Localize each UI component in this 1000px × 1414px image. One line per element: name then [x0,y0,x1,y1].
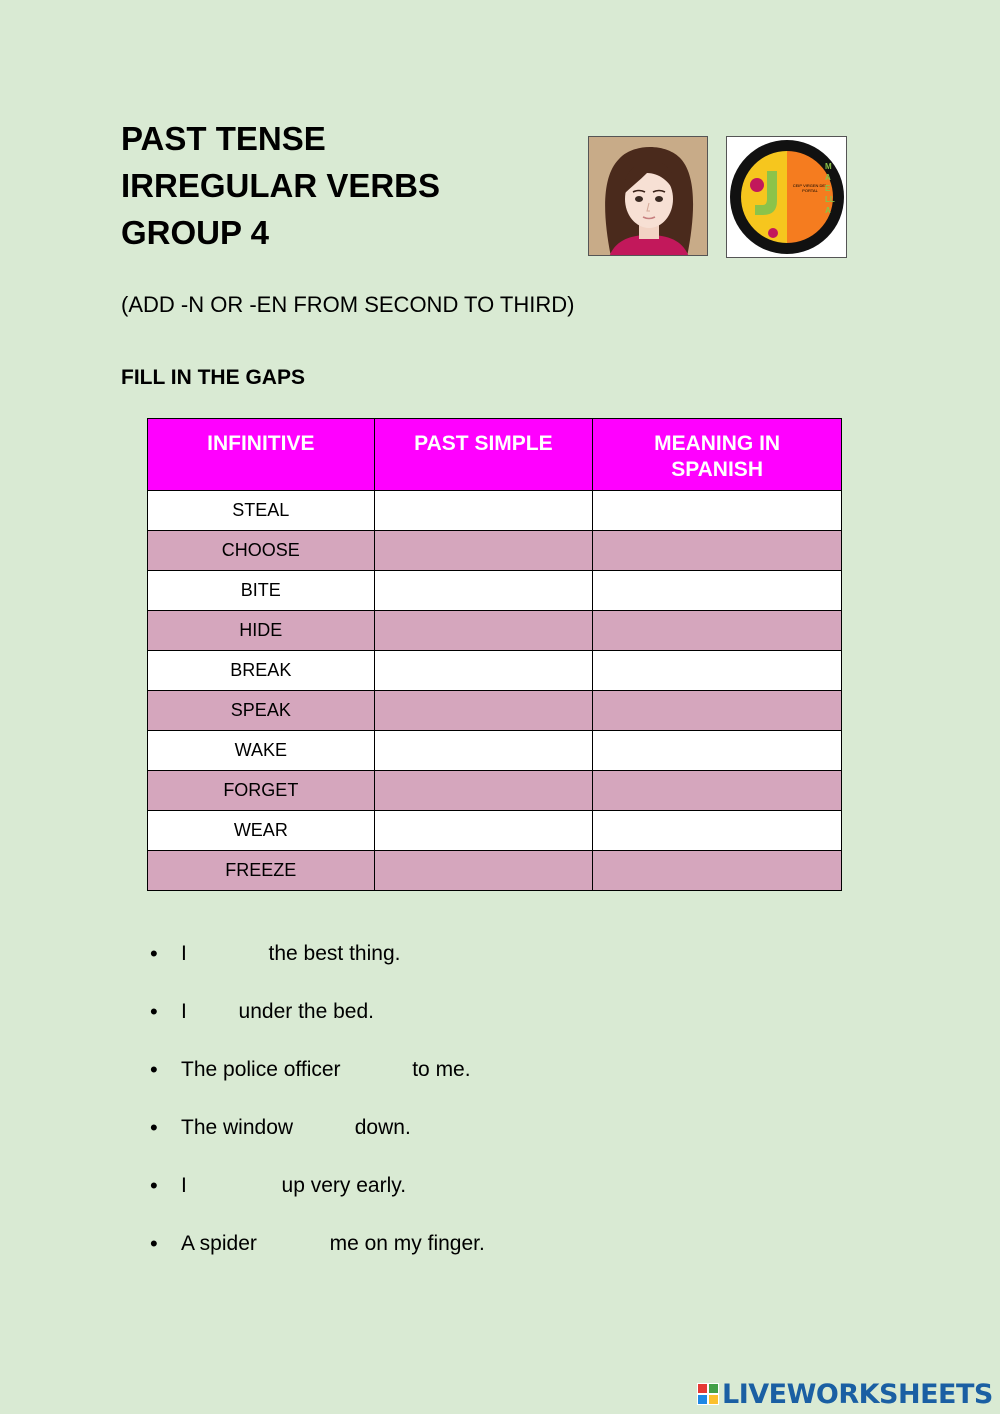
answer-gap[interactable] [299,1114,349,1134]
answer-gap[interactable] [193,1172,276,1192]
table-header-row [148,419,842,491]
logo-name: MAELLA [825,162,835,215]
table-row [148,491,842,531]
table-row [148,651,842,691]
sentence-item [150,1114,485,1172]
liveworksheets-logo[interactable] [697,1376,993,1412]
past-simple-cell[interactable] [374,851,593,891]
meaning-cell[interactable] [593,811,842,851]
sentence-item [150,998,485,1056]
header-infinitive: INFINITIVE [148,419,375,491]
table-row [148,771,842,811]
answer-gap[interactable] [193,998,233,1018]
sentence-end: down. [354,1116,411,1139]
past-simple-cell[interactable] [374,771,593,811]
title-line-3: GROUP 4 [121,214,269,251]
sentence-end: me on my finger. [329,1232,485,1255]
infinitive-cell: FREEZE [148,851,375,891]
meaning-cell[interactable] [593,691,842,731]
infinitive-cell: BITE [148,571,375,611]
meaning-cell[interactable] [593,731,842,771]
past-simple-cell[interactable] [374,811,593,851]
school-logo [726,136,847,258]
answer-gap[interactable] [346,1056,406,1076]
sentence-item [150,1230,485,1288]
logo-small-text: CEIP VIRGEN DEL PORTAL [792,183,828,193]
meaning-cell[interactable] [593,571,842,611]
table-row [148,811,842,851]
answer-gap[interactable] [193,940,263,960]
answer-gap[interactable] [263,1230,324,1250]
meaning-cell[interactable] [593,851,842,891]
infinitive-cell: CHOOSE [148,531,375,571]
infinitive-cell: BREAK [148,651,375,691]
header-past-simple: PAST SIMPLE [374,419,593,491]
avatar-illustration-icon [589,137,708,256]
liveworksheets-brand: LIVEWORKSHEETS [722,1378,993,1410]
meaning-cell[interactable] [593,611,842,651]
table-row [148,571,842,611]
past-simple-cell[interactable] [374,731,593,771]
table-row [148,731,842,771]
teacher-avatar [588,136,708,256]
sentence-end: up very early. [281,1174,407,1197]
instruction: FILL IN THE GAPS [121,366,305,389]
verbs-table [147,418,842,891]
sentence-item [150,1056,485,1114]
meaning-cell[interactable] [593,491,842,531]
table-row [148,851,842,891]
subtitle: (ADD -N OR -EN FROM SECOND TO THIRD) [121,292,575,317]
past-simple-cell[interactable] [374,691,593,731]
meaning-cell[interactable] [593,651,842,691]
infinitive-cell: FORGET [148,771,375,811]
sentence-start: I [181,1174,187,1197]
meaning-cell[interactable] [593,531,842,571]
sentence-start: The window [181,1116,294,1139]
past-simple-cell[interactable] [374,651,593,691]
title-line-1: PAST TENSE [121,120,326,157]
sentence-list [150,940,485,1288]
sentence-start: I [181,942,187,965]
sentence-end: to me. [412,1058,471,1081]
past-simple-cell[interactable] [374,531,593,571]
table-row [148,531,842,571]
sentence-start: The police officer [181,1058,341,1081]
sentence-end: the best thing. [268,942,401,965]
liveworksheets-grid-icon [697,1383,719,1405]
infinitive-cell: SPEAK [148,691,375,731]
sentence-end: under the bed. [238,1000,374,1023]
meaning-cell[interactable] [593,771,842,811]
sentence-start: A spider [181,1232,257,1255]
infinitive-cell: WAKE [148,731,375,771]
header-meaning: MEANING IN SPANISH [593,419,842,491]
table-row [148,611,842,651]
sentence-item [150,1172,485,1230]
infinitive-cell: HIDE [148,611,375,651]
sentence-item [150,940,485,998]
past-simple-cell[interactable] [374,611,593,651]
infinitive-cell: WEAR [148,811,375,851]
past-simple-cell[interactable] [374,571,593,611]
sentence-start: I [181,1000,187,1023]
title-line-2: IRREGULAR VERBS [121,167,441,204]
table-row [148,691,842,731]
past-simple-cell[interactable] [374,491,593,531]
infinitive-cell: STEAL [148,491,375,531]
